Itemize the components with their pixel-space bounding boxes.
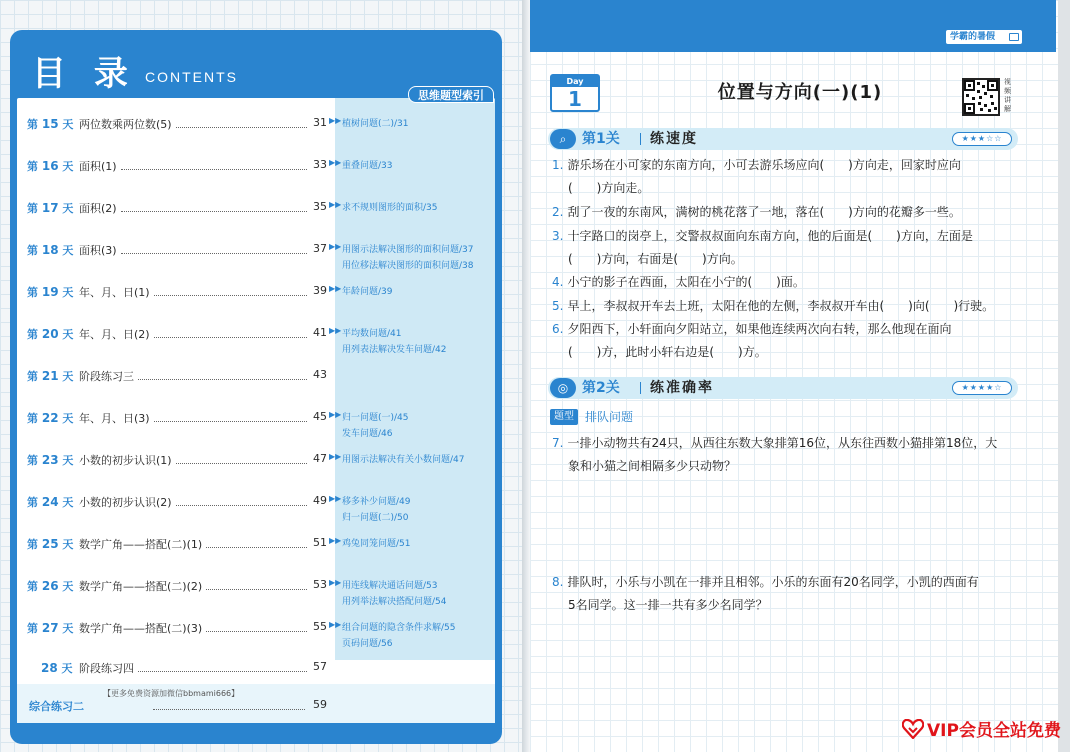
toc-day-suffix: 天 [62, 454, 74, 467]
topic-name: 排队问题 [585, 410, 634, 424]
toc-day-suffix: 天 [61, 662, 73, 675]
toc-leader [121, 204, 307, 212]
toc-day-label [41, 660, 73, 676]
question-text: 象和小猫之间相隔多少只动物？ [568, 459, 737, 473]
toc-entry-page: 37 [313, 242, 327, 255]
toc-topic-link[interactable]: 用连线解决通话问题/53 [342, 581, 438, 591]
toc-entry-title: 阶段练习四 [79, 662, 134, 675]
toc-entry-page: 39 [313, 284, 327, 297]
toc-day-number: 23 [41, 453, 59, 467]
toc-entry-page: 49 [313, 494, 327, 507]
toc-day-label [27, 116, 73, 132]
question-text: 十字路口的岗亭上，交警叔叔面向东南方向，他的后面是( )方向，左面是 [567, 229, 973, 243]
toc-summary-note: 【更多免费资源加微信bbmami666】 [103, 689, 240, 698]
toc-topic-link[interactable]: 移多补少问题/49 [342, 497, 411, 507]
toc-leader [176, 120, 307, 128]
toc-leader [176, 456, 307, 464]
toc-leader [138, 372, 307, 380]
top-band [530, 0, 1056, 52]
toc-leader [206, 624, 307, 632]
toc-entry-title: 面积(2) [79, 202, 117, 215]
toc-topic-link[interactable]: 发车问题/46 [342, 429, 393, 439]
toc-row[interactable] [17, 620, 495, 649]
question-number: 1. [552, 158, 564, 172]
series-badge-label: 学霸的暑假 [950, 32, 996, 42]
toc-topic-link[interactable]: 组合问题的隐含条件求解/55 [342, 623, 456, 633]
double-arrow-icon: ▶▶ [329, 452, 342, 461]
double-arrow-icon: ▶▶ [329, 536, 342, 545]
toc-topic-link[interactable]: 用图示法解决图形的面积问题/37 [342, 245, 474, 255]
double-arrow-icon: ▶▶ [329, 578, 342, 587]
question-5 [552, 295, 1022, 318]
level-1-name: 练速度 [650, 131, 698, 147]
double-arrow-icon: ▶▶ [329, 620, 342, 629]
vip-watermark[interactable] [902, 716, 1061, 746]
double-arrow-icon: ▶▶ [329, 158, 342, 167]
toc-row[interactable] [17, 158, 495, 182]
lesson-title: 位置与方向(一)(1) [717, 82, 883, 103]
toc-day-label [27, 452, 73, 468]
toc-day-suffix: 天 [62, 538, 74, 551]
level-separator [640, 382, 641, 394]
toc-row[interactable] [17, 536, 495, 560]
toc-entry-title: 两位数乘两位数(5) [79, 118, 172, 131]
toc-day-label [27, 410, 73, 426]
toc-entry-title: 小数的初步认识(2) [79, 496, 172, 509]
toc-row[interactable] [17, 452, 495, 476]
toc-entry-page: 45 [313, 410, 327, 423]
toc-day-prefix: 第 [27, 412, 38, 425]
toc-leader [176, 498, 307, 506]
level-separator [640, 133, 641, 145]
toc-day-label [27, 326, 73, 342]
toc-day-number: 26 [41, 579, 59, 593]
toc-topic-link[interactable]: 平均数问题/41 [342, 329, 402, 339]
question-text: ( )方向走。 [568, 181, 650, 195]
toc-leader [206, 582, 307, 590]
toc-day-label [27, 284, 73, 300]
double-arrow-icon: ▶▶ [329, 494, 342, 503]
toc-day-number: 16 [41, 159, 59, 173]
toc-entry-page: 33 [313, 158, 327, 171]
toc-day-number: 21 [41, 369, 59, 383]
question-text: 夕阳西下，小轩面向夕阳站立，如果他连续两次向右转，那么他现在面向 [567, 322, 952, 336]
toc-day-suffix: 天 [62, 244, 74, 257]
level-2-label: 第2关 [582, 380, 620, 396]
toc-day-suffix: 天 [62, 622, 74, 635]
toc-entry-title: 数学广角——搭配(二)(1) [79, 538, 203, 551]
toc-day-prefix: 第 [27, 538, 38, 551]
toc-leader [121, 246, 307, 254]
question-number: 3. [552, 229, 564, 243]
question-number: 2. [552, 205, 564, 219]
double-arrow-icon: ▶▶ [329, 116, 342, 125]
page-edge [1058, 0, 1070, 752]
toc-day-suffix: 天 [62, 496, 74, 509]
toc-leader [154, 414, 307, 422]
toc-day-suffix: 天 [62, 370, 74, 383]
qr-code-icon [964, 80, 998, 114]
toc-day-number: 24 [41, 495, 59, 509]
qr-caption: 视频讲解 [1004, 78, 1011, 113]
toc-leader [121, 162, 307, 170]
toc-day-number: 25 [41, 537, 59, 551]
toc-day-prefix: 第 [27, 496, 38, 509]
toc-day-prefix: 第 [27, 580, 38, 593]
toc-day-suffix: 天 [62, 286, 74, 299]
toc-day-number: 18 [41, 243, 59, 257]
double-arrow-icon: ▶▶ [329, 284, 342, 293]
double-arrow-icon: ▶▶ [329, 242, 342, 251]
toc-leader [138, 664, 307, 672]
day-badge [550, 74, 600, 112]
toc-topic-link[interactable]: 植树问题(二)/31 [342, 119, 409, 129]
question-8 [552, 571, 1022, 617]
toc-entry-title: 年、月、日(2) [79, 328, 150, 341]
toc-day-label [27, 578, 73, 594]
toc-day-label [27, 494, 73, 510]
toc-heading-en: CONTENTS [145, 69, 238, 85]
double-arrow-icon: ▶▶ [329, 200, 342, 209]
question-text: 小宁的影子在西面，太阳在小宁的( )面。 [567, 275, 805, 289]
toc-topic-link[interactable]: 用列举法解决搭配问题/54 [342, 597, 447, 607]
toc-day-prefix: 第 [27, 622, 38, 635]
toc-entry-title: 面积(3) [79, 244, 117, 257]
toc-day-number: 27 [41, 621, 59, 635]
question-text: 刮了一夜的东南风，满树的桃花落了一地，落在( )方向的花瓣多一些。 [567, 205, 961, 219]
toc-day-number: 22 [41, 411, 59, 425]
toc-entry-page: 55 [313, 620, 327, 633]
topic-tag: 题型 [550, 409, 578, 425]
toc-summary-title: 综合练习二 [29, 700, 84, 713]
toc-topic-link[interactable]: 归一问题(一)/45 [342, 413, 409, 423]
qr-code[interactable] [962, 78, 1000, 116]
level-bar-1 [548, 128, 1018, 150]
level-1-label: 第1关 [582, 131, 620, 147]
toc-day-number: 17 [41, 201, 59, 215]
day-badge-number: 1 [568, 87, 582, 111]
toc-row[interactable] [17, 200, 495, 224]
level-1-stars: ★★★☆☆ [952, 132, 1012, 146]
toc-day-label [27, 368, 73, 384]
toc-entry-title: 面积(1) [79, 160, 117, 173]
toc-day-number: 20 [41, 327, 59, 341]
toc-row[interactable] [17, 578, 495, 607]
toc-entry-page: 41 [313, 326, 327, 339]
toc-entry-page: 43 [313, 368, 327, 381]
toc-topic-link[interactable]: 鸡兔同笼问题/51 [342, 539, 411, 549]
toc-day-label [27, 536, 73, 552]
question-text: 排队时，小乐与小凯在一排并且相邻。小乐的东面有20名同学，小凯的西面有 [567, 575, 979, 589]
heart-logo-icon [902, 719, 924, 739]
question-number: 7. [552, 436, 564, 450]
toc-day-prefix: 第 [27, 118, 38, 131]
toc-row[interactable] [17, 660, 495, 684]
toc-leader [154, 330, 307, 338]
question-text: ( )方向，右面是( )方向。 [568, 252, 743, 266]
toc-day-number: 19 [41, 285, 59, 299]
toc-entry-page: 31 [313, 116, 327, 129]
toc-entry-title: 数学广角——搭配(二)(2) [79, 580, 203, 593]
toc-topic-link[interactable]: 用图示法解决有关小数问题/47 [342, 455, 465, 465]
toc-row[interactable] [17, 284, 495, 308]
toc-day-suffix: 天 [62, 412, 74, 425]
toc-day-prefix: 第 [27, 160, 38, 173]
toc-row[interactable] [17, 494, 495, 523]
toc-body [17, 98, 495, 723]
question-text: 一排小动物共有24只，从西往东数大象排第16位，从东往西数小猫排第18位，大 [567, 436, 998, 450]
toc-entry-title: 数学广角——搭配(二)(3) [79, 622, 203, 635]
question-4 [552, 271, 1022, 294]
question-text: 早上，李叔叔开车去上班，太阳在他的左侧，李叔叔开车由( )向( )行驶。 [567, 299, 995, 313]
toc-day-prefix: 第 [27, 370, 38, 383]
magnifier-icon: ⌕ [550, 129, 576, 149]
toc-entry-title: 小数的初步认识(1) [79, 454, 172, 467]
toc-row[interactable] [17, 410, 495, 439]
toc-day-label [27, 200, 73, 216]
toc-entry-title: 年、月、日(3) [79, 412, 150, 425]
toc-day-prefix: 第 [27, 202, 38, 215]
toc-day-label [27, 620, 73, 636]
question-3 [552, 225, 1022, 271]
toc-topic-link[interactable]: 页码问题/56 [342, 639, 393, 649]
toc-day-prefix: 第 [27, 244, 38, 257]
toc-day-prefix: 第 [27, 454, 38, 467]
toc-row[interactable] [17, 368, 495, 392]
book-icon [1009, 33, 1019, 41]
toc-day-suffix: 天 [62, 328, 74, 341]
question-7 [552, 432, 1022, 478]
toc-summary-row[interactable] [17, 684, 495, 723]
toc-entry-page: 51 [313, 536, 327, 549]
toc-day-suffix: 天 [62, 580, 74, 593]
question-6 [552, 318, 1022, 364]
toc-day-number: 28 [41, 661, 58, 675]
toc-leader [153, 702, 305, 710]
toc-leader [154, 288, 307, 296]
toc-day-suffix: 天 [62, 202, 74, 215]
toc-entry-page: 57 [313, 660, 327, 673]
question-number: 8. [552, 575, 564, 589]
target-icon: ◎ [550, 378, 576, 398]
toc-day-prefix: 第 [27, 328, 38, 341]
toc-topic-link[interactable]: 归一问题(二)/50 [342, 513, 409, 523]
watermark-text: VIP会员全站免费 [927, 721, 1061, 741]
question-text: 5名同学。这一排一共有多少名同学？ [568, 598, 768, 612]
toc-entry-page: 35 [313, 200, 327, 213]
level-2-name: 练准确率 [650, 380, 714, 396]
toc-entry-title: 阶段练习三 [79, 370, 134, 383]
toc-leader [206, 540, 307, 548]
question-number: 6. [552, 322, 564, 336]
toc-day-label [27, 242, 73, 258]
toc-day-number: 15 [41, 117, 59, 131]
question-number: 5. [552, 299, 564, 313]
toc-row[interactable] [17, 242, 495, 271]
toc-entry-title: 年、月、日(1) [79, 286, 150, 299]
toc-day-prefix: 第 [27, 286, 38, 299]
toc-heading: 目 录 [32, 54, 136, 94]
double-arrow-icon: ▶▶ [329, 326, 342, 335]
question-1 [552, 154, 1022, 200]
day-badge-label: Day [552, 76, 598, 87]
double-arrow-icon: ▶▶ [329, 410, 342, 419]
book-spine [522, 0, 530, 752]
toc-entry-page: 53 [313, 578, 327, 591]
toc-day-suffix: 天 [62, 160, 74, 173]
toc-topic-link[interactable]: 用列表法解决发车问题/42 [342, 345, 447, 355]
level-bar-2 [548, 377, 1018, 399]
toc-day-label [27, 158, 73, 174]
question-2 [552, 201, 1022, 224]
toc-row[interactable] [17, 116, 495, 140]
toc-entry-page: 47 [313, 452, 327, 465]
toc-row[interactable] [17, 326, 495, 355]
toc-topic-link[interactable]: 用位移法解决图形的面积问题/38 [342, 261, 474, 271]
toc-day-suffix: 天 [62, 118, 74, 131]
question-text: 游乐场在小可家的东南方向，小可去游乐场应向( )方向走，回家时应向 [567, 158, 961, 172]
series-badge [946, 30, 1022, 44]
toc-index-tab: 思维题型索引 [408, 86, 494, 103]
toc-summary-page: 59 [313, 698, 327, 711]
toc-topic-link[interactable]: 重叠问题/33 [342, 161, 393, 171]
toc-topic-link[interactable]: 求不规则图形的面积/35 [342, 203, 438, 213]
toc-topic-link[interactable]: 年龄问题/39 [342, 287, 393, 297]
question-number: 4. [552, 275, 564, 289]
level-2-stars: ★★★★☆ [952, 381, 1012, 395]
question-text: ( )方，此时小轩右边是( )方。 [568, 345, 767, 359]
